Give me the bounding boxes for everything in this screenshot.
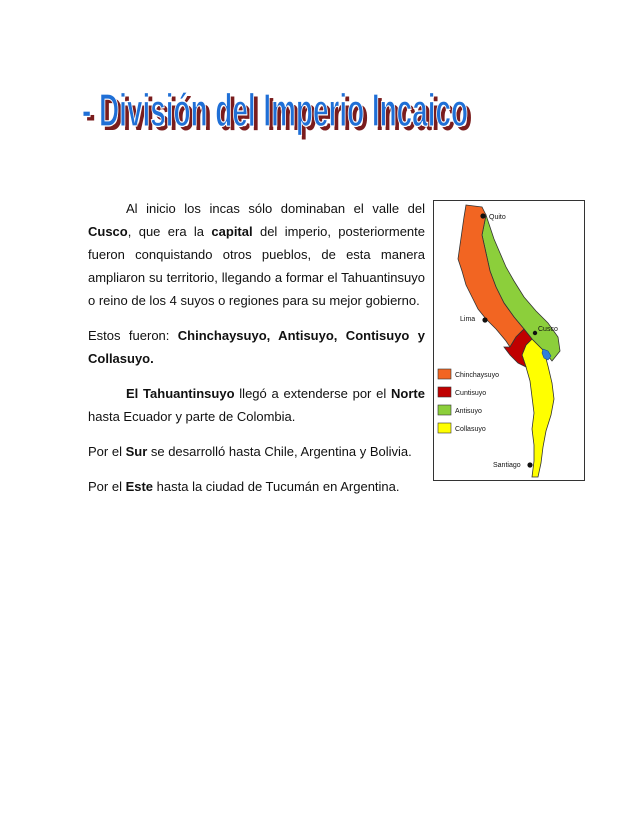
text-run: hasta la ciudad de Tucumán en Argentina. xyxy=(153,479,400,494)
legend-label-chinchaysuyo: Chinchaysuyo xyxy=(455,372,499,379)
title-text: - División del Imperio Incaico xyxy=(82,84,468,136)
keyword-tahuantinsuyo: El Tahuantinsuyo xyxy=(126,386,235,401)
city-label-cusco: Cusco xyxy=(538,326,558,333)
text-run: Por el xyxy=(88,479,126,494)
legend-swatch-antisuyo xyxy=(438,405,451,415)
legend-swatch-cuntisuyo xyxy=(438,387,451,397)
paragraph-intro xyxy=(88,197,425,312)
title-graphic xyxy=(82,78,482,148)
city-marker-quito xyxy=(480,213,485,218)
keyword-norte: Norte xyxy=(391,386,425,401)
text-run: hasta Ecuador y parte de Colombia. xyxy=(88,409,296,424)
city-label-lima: Lima xyxy=(460,316,476,323)
paragraph-north xyxy=(88,382,425,428)
legend-label-cuntisuyo: Cuntisuyo xyxy=(455,390,487,397)
keyword-sur: Sur xyxy=(125,444,148,459)
keyword-suyos-list: Chinchaysuyo, Antisuyo, Contisuyo y Collasuyo. xyxy=(88,328,425,366)
inca-empire-map xyxy=(433,200,585,481)
city-marker-lima xyxy=(482,317,487,322)
text-run: Al inicio los incas sólo dominaban el valle del xyxy=(126,201,425,216)
keyword-este: Este xyxy=(125,479,154,494)
body-text xyxy=(88,197,425,510)
paragraph-suyos xyxy=(88,324,425,370)
paragraph-south xyxy=(88,440,425,463)
region-chinchaysuyo xyxy=(458,205,524,347)
legend-swatch-collasuyo xyxy=(438,423,451,433)
text-run: Por el xyxy=(88,444,126,459)
keyword-capital: capital xyxy=(211,224,253,239)
legend-label-collasuyo: Collasuyo xyxy=(455,426,486,433)
text-run: llegó a extenderse por el xyxy=(234,386,392,401)
city-marker-santiago xyxy=(527,462,532,467)
title-shadow: - División del Imperio Incaico xyxy=(86,88,472,140)
legend-label-antisuyo: Antisuyo xyxy=(455,408,482,415)
city-label-santiago: Santiago xyxy=(493,462,521,469)
city-marker-cusco xyxy=(533,331,537,335)
text-run: se desarrolló hasta Chile, Argentina y Bolivia. xyxy=(147,444,412,459)
map-legend xyxy=(438,369,499,433)
paragraph-east xyxy=(88,475,425,498)
keyword-cusco: Cusco xyxy=(88,224,128,239)
text-run: , que era la xyxy=(127,224,212,239)
region-collasuyo xyxy=(522,339,554,477)
map-graphic xyxy=(434,201,584,480)
legend-swatch-chinchaysuyo xyxy=(438,369,451,379)
page-title xyxy=(82,78,472,138)
text-run: Estos fueron: xyxy=(88,328,178,343)
city-label-quito: Quito xyxy=(489,214,506,221)
text-run: del imperio, posteriormente fueron conquistando otros pueblos, de esta manera ampliaron su territorio, llegando a formar el Tahuantinsuyo o reino de los 4 suyos o regiones para su mejor gobierno. xyxy=(88,224,426,308)
